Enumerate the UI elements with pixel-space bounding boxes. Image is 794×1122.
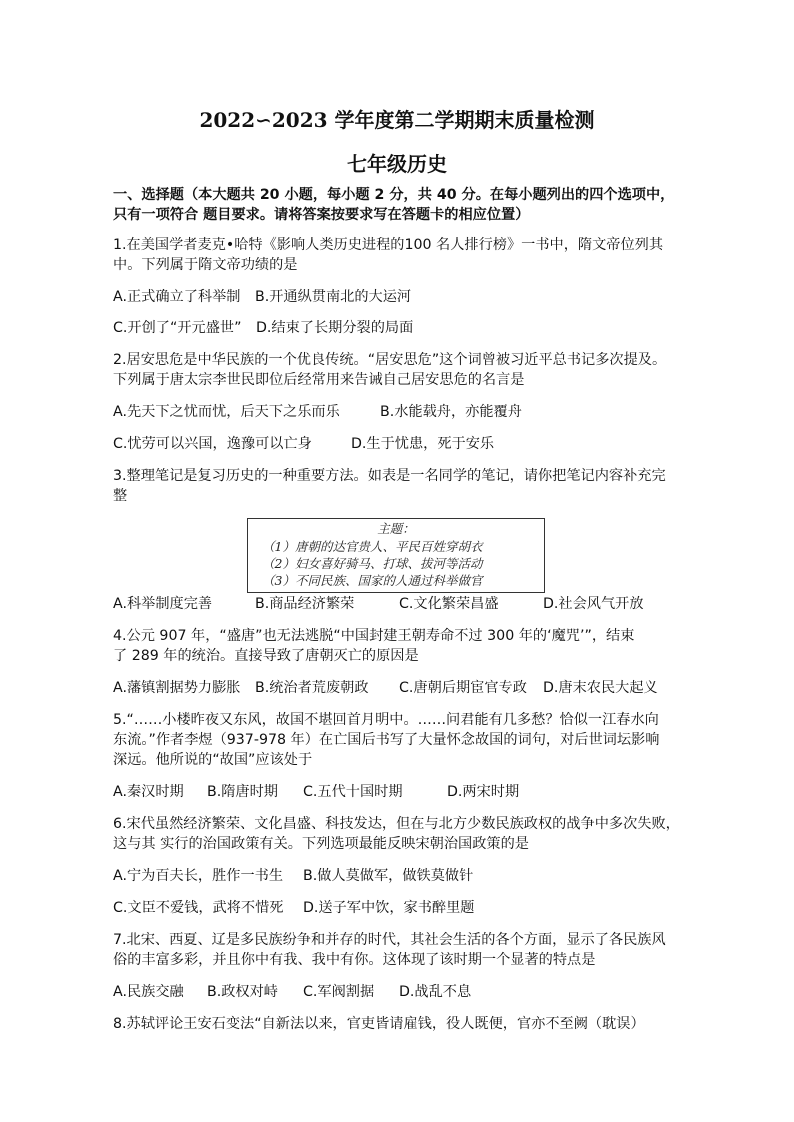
section-instruction-line-2: 只有一项符合 题目要求。请将答案按要求写在答题卡的相应位置）: [113, 207, 530, 223]
q3-option-b: B.商品经济繁荣: [255, 596, 355, 612]
q7-stem-line-2: 俗的丰富多彩，并且你中有我、我中有你。这体现了该时期一个显著的特点是: [113, 952, 596, 968]
q5-stem-line-1: 5.“……小楼昨夜又东风，故国不堪回首月明中。……问君能有几多愁？恰似一江春水向: [113, 712, 659, 728]
q2-stem-line-1: 2.居安思危是中华民族的一个优良传统。“居安思危”这个词曾被习近平总书记多次提及。: [113, 352, 667, 368]
q5-option-a: A.秦汉时期: [113, 784, 184, 800]
note-line-3: （3）不同民族、国家的人通过科举做官: [262, 573, 483, 588]
q4-stem-line-2: 了 289 年的统治。直接导致了唐朝灭亡的原因是: [113, 648, 419, 664]
q6-stem-line-2: 这与其 实行的治国政策有关。下列选项最能反映宋朝治国政策的是: [113, 836, 529, 852]
q6-option-d: D.送子军中饮，家书醉里题: [303, 900, 475, 916]
q5-stem-line-3: 深远。他所说的“故国”应该处于: [113, 752, 313, 768]
q1-option-b: B.开通纵贯南北的大运河: [255, 289, 412, 305]
q3-option-a: A.科举制度完善: [113, 596, 213, 612]
q4-option-c: C.唐朝后期宦官专政: [399, 680, 527, 696]
q5-option-c: C.五代十国时期: [303, 784, 403, 800]
q5-option-d: D.两宋时期: [447, 784, 520, 800]
q4-option-b: B.统治者荒废朝政: [255, 680, 369, 696]
q3-stem-line-2: 整: [113, 488, 128, 504]
note-heading: 主题：: [377, 521, 415, 536]
q3-option-c: C.文化繁荣昌盛: [399, 596, 499, 612]
q2-option-c: C.忧劳可以兴国，逸豫可以亡身: [113, 436, 312, 452]
q6-stem-line-1: 6.宋代虽然经济繁荣、文化昌盛、科技发达，但在与北方少数民族政权的战争中多次失败，: [113, 816, 680, 832]
q2-option-b: B.水能载舟，亦能覆舟: [380, 404, 522, 420]
exam-subtitle: 七年级历史: [347, 152, 447, 176]
q3-stem-line-1: 3.整理笔记是复习历史的一种重要方法。如表是一名同学的笔记，请你把笔记内容补充完: [113, 468, 666, 484]
q1-option-d: D.结束了长期分裂的局面: [256, 320, 414, 336]
q3-note-box: [247, 518, 545, 593]
q8-stem-line-1: 8.苏轼评论王安石变法“自新法以来，官吏皆请雇钱，役人既便，官亦不至阙（耽误）: [113, 1016, 645, 1032]
section-instruction-line-1: 一、选择题（本大题共 20 小题，每小题 2 分，共 40 分。在每小题列出的四个选项中，: [113, 187, 675, 203]
q7-option-a: A.民族交融: [113, 984, 184, 1000]
q6-option-c: C.文臣不爱钱，武将不惜死: [113, 900, 284, 916]
q4-option-a: A.藩镇割据势力膨胀: [113, 680, 241, 696]
q6-option-a: A.宁为百夫长，胜作一书生: [113, 868, 284, 884]
exam-title: 2022∽2023 学年度第二学期期末质量检测: [199, 108, 595, 132]
q2-stem-line-2: 下列属于唐太宗李世民即位后经常用来告诫自己居安思危的名言是: [113, 372, 525, 388]
q1-option-a: A.正式确立了科举制: [113, 289, 241, 305]
note-line-2: （2）妇女喜好骑马、打球、拔河等活动: [262, 556, 483, 571]
q6-option-b: B.做人莫做军，做铁莫做针: [303, 868, 474, 884]
q1-option-c: C.开创了“开元盛世”: [113, 320, 242, 336]
q4-stem-line-1: 4.公元 907 年，“盛唐”也无法逃脱“中国封建王朝寿命不过 300 年的‘魔咒’”，结束: [113, 628, 635, 644]
q7-option-b: B.政权对峙: [207, 984, 278, 1000]
q1-stem-line-2: 中。下列属于隋文帝功绩的是: [113, 257, 298, 273]
q1-stem-line-1: 1.在美国学者麦克•哈特《影响人类历史进程的100 名人排行榜》一书中，隋文帝位列其: [113, 237, 664, 253]
q2-option-d: D.生于忧患，死于安乐: [351, 436, 495, 452]
q5-option-b: B.隋唐时期: [207, 784, 278, 800]
q7-option-c: C.军阀割据: [303, 984, 375, 1000]
note-line-1: （1）唐朝的达官贵人、平民百姓穿胡衣: [262, 539, 483, 554]
q5-stem-line-2: 东流。”作者李煜（937-978 年）在亡国后书写了大量怀念故国的词句，对后世词坛影响: [113, 732, 660, 748]
q4-option-d: D.唐末农民大起义: [543, 680, 658, 696]
q2-option-a: A.先天下之忧而忧，后天下之乐而乐: [113, 404, 340, 420]
q3-option-d: D.社会风气开放: [543, 596, 644, 612]
q7-option-d: D.战乱不息: [399, 984, 472, 1000]
q7-stem-line-1: 7.北宋、西夏、辽是多民族纷争和并存的时代，其社会生活的各个方面，显示了各民族风: [113, 932, 666, 948]
